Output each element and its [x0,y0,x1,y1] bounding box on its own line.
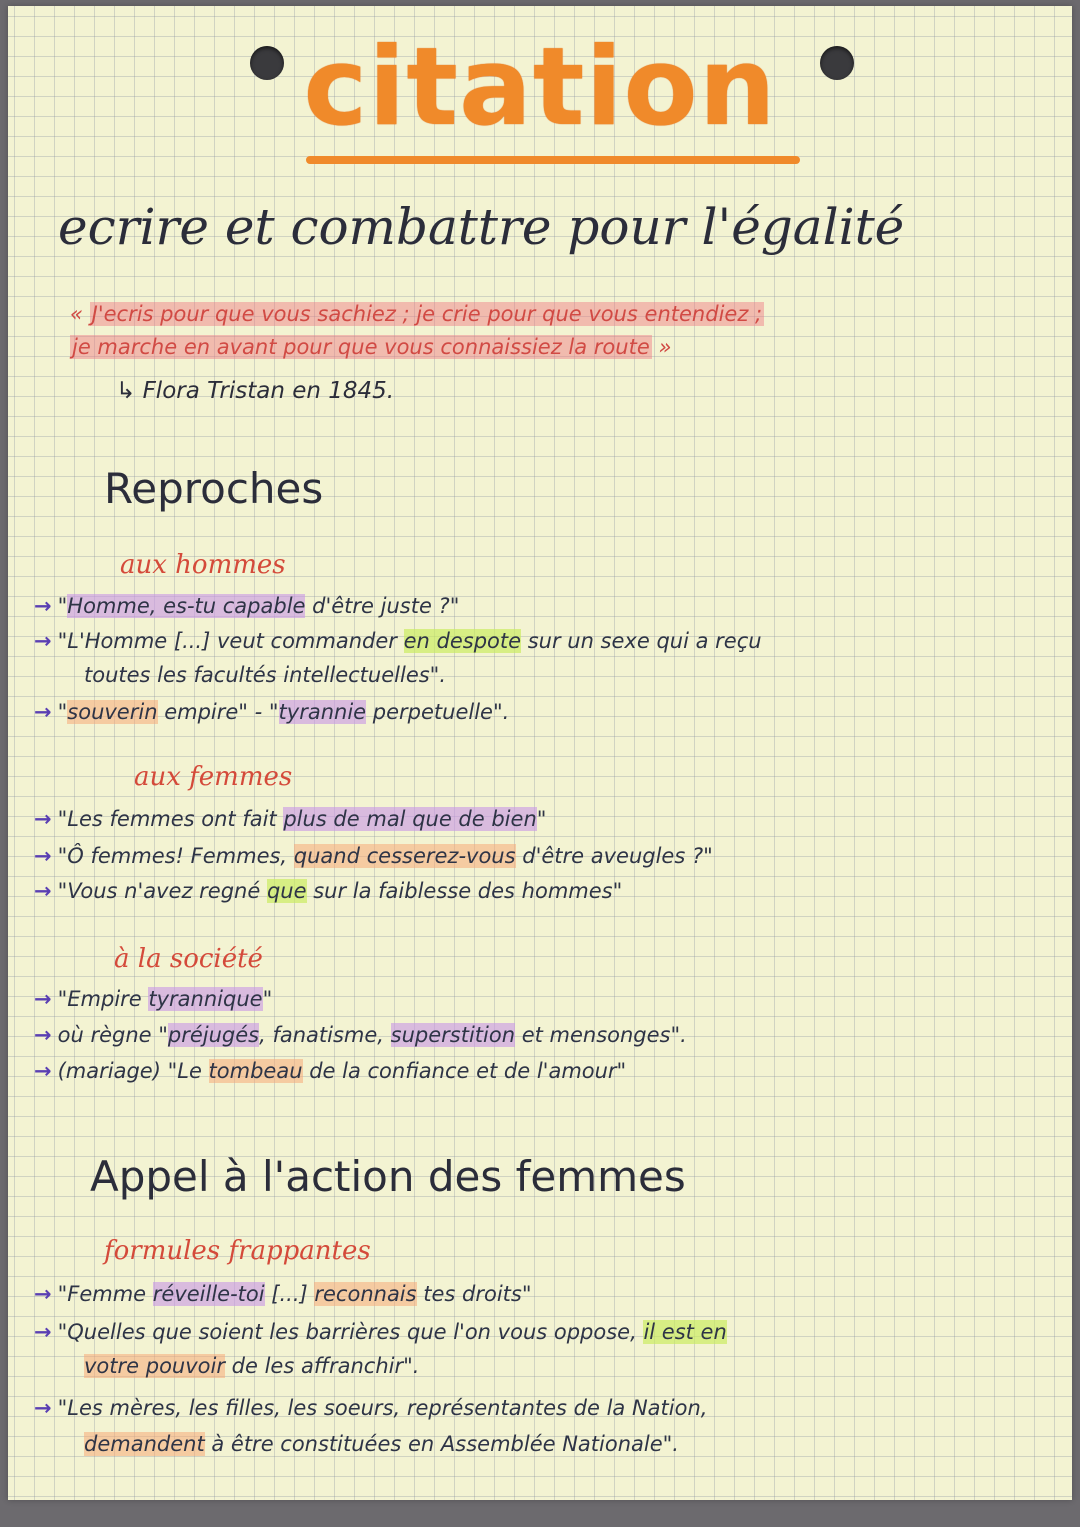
quote-line-1: J'ecris pour que vous sachiez ; je crie pour que vous entendiez ; [91,302,763,326]
quote-open-mark: « [70,302,83,326]
arrow-icon: → [34,987,52,1011]
list-item-continuation: demandent à être constituées en Assemblée Nationale". [84,1432,679,1456]
section-title-appel: Appel à l'action des femmes [90,1152,686,1201]
quote-block [70,298,1050,364]
arrow-icon: → [34,844,52,868]
subheading-formules: formules frappantes [104,1236,371,1266]
quote-author: ↳ Flora Tristan en 1845. [116,378,395,404]
list-item: → "Quelles que soient les barrières que l'on vous oppose, il est en [34,1320,727,1344]
list-item-continuation: toutes les facultés intellectuelles". [84,663,447,687]
list-item: → "Les mères, les filles, les soeurs, représentantes de la Nation, [34,1396,708,1420]
arrow-icon: → [34,879,52,903]
page-subtitle: ecrire et combattre pour l'égalité [58,198,905,256]
arrow-icon: → [34,700,52,724]
subheading-hommes: aux hommes [120,550,286,580]
list-item: → où règne "préjugés, fanatisme, superstition et mensonges". [34,1023,687,1047]
subheading-femmes: aux femmes [134,762,293,792]
arrow-icon: → [34,1059,52,1083]
arrow-icon: → [34,1320,52,1344]
list-item-continuation: votre pouvoir de les affranchir". [84,1354,420,1378]
list-item: → "Vous n'avez regné que sur la faiblesse des hommes" [34,879,623,903]
quote-close-mark: » [658,335,672,359]
arrow-icon: → [34,1023,52,1047]
section-title-reproches: Reproches [104,464,323,513]
list-item: → "L'Homme [...] veut commander en despote sur un sexe qui a reçu [34,629,762,653]
list-item: → "souverin empire" - "tyrannie perpetuelle". [34,700,510,724]
arrow-icon: → [34,629,52,653]
list-item: → (mariage) "Le tombeau de la confiance et de l'amour" [34,1059,627,1083]
title-underline [306,156,800,164]
list-item: → "Homme, es-tu capable d'être juste ?" [34,594,460,618]
list-item: → "Ô femmes! Femmes, quand cesserez-vous d'être aveugles ?" [34,844,713,868]
list-item: → "Empire tyrannique" [34,987,273,1011]
list-item: → "Femme réveille-toi [...] reconnais tes droits" [34,1282,532,1306]
arrow-icon: → [34,807,52,831]
subheading-societe: à la société [114,944,263,974]
quote-line-2: je marche en avant pour que vous connaissiez la route [72,335,650,359]
list-item: → "Les femmes ont fait plus de mal que de bien" [34,807,547,831]
notebook-page [8,6,1072,1500]
page-title: citation [303,25,777,150]
arrow-icon: → [34,1282,52,1306]
arrow-icon: → [34,594,52,618]
arrow-icon: → [34,1396,52,1420]
